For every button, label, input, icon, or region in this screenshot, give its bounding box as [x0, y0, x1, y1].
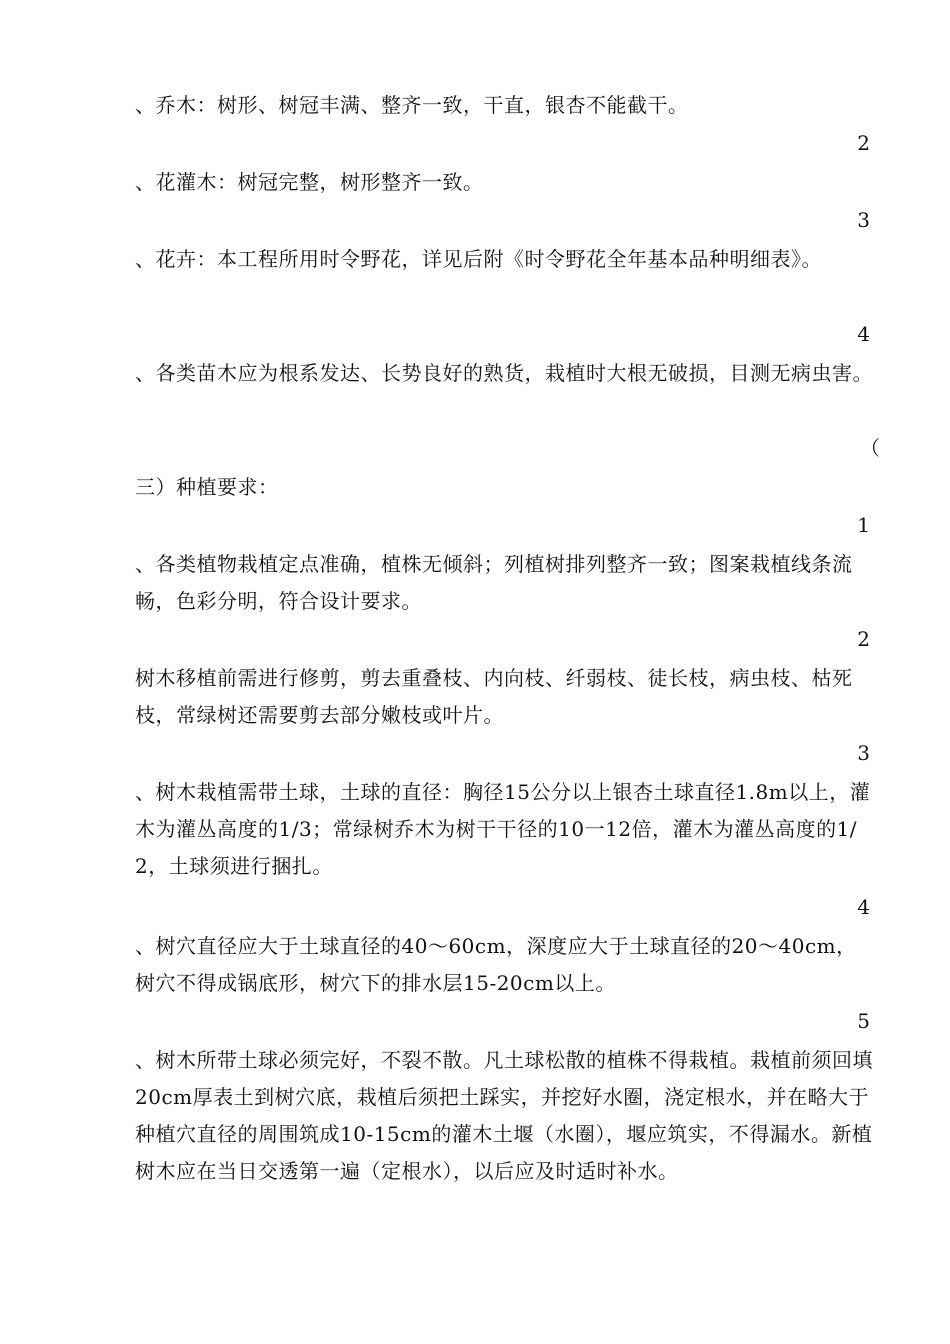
paragraph-pruning: 树木移植前需进行修剪，剪去重叠枝、内向枝、纤弱枝、徒长枝，病虫枝、枯死枝，常绿树还需要剪去部分嫩枝或叶片。	[135, 666, 853, 727]
paragraph-planting-position: 、各类植物栽植定点准确，植株无倾斜；列植树排列整齐一致；图案栽植线条流畅，色彩分明，符合设计要求。	[135, 552, 853, 613]
section-open-paren: （	[860, 436, 880, 460]
paragraph-tree-pit: 、树穴直径应大于土球直径的40～60cm，深度应大于土球直径的20～40cm，树穴不得成锅底形，树穴下的排水层15-20cm以上。	[135, 934, 857, 995]
paragraph-arbor: 、乔木：树形、树冠丰满、整齐一致，干直，银杏不能截干。	[135, 93, 689, 117]
paragraph-shrub: 、花灌木：树冠完整，树形整齐一致。	[135, 170, 484, 194]
section-heading-planting-requirements: 三）种植要求：	[135, 475, 279, 499]
paragraph-seedlings: 、各类苗木应为根系发达、长势良好的熟货，栽植时大根无破损，目测无病虫害。	[135, 361, 873, 385]
item-number-3: 3	[857, 208, 870, 232]
item-number-1: 1	[857, 513, 870, 537]
paragraph-soil-ball-integrity: 、树木所带土球必须完好，不裂不散。凡土球松散的植株不得栽植。栽植前须回填20cm厚表土到树穴底，栽植后须把土踩实，并挖好水圈，浇定根水，并在略大于种植穴直径的周围筑成10-15cm的灌木土堰（水圈），堰应筑实，不得漏水。新植树木应在当日交透第一遍（定根水），以后应及时适时补水。	[135, 1048, 873, 1183]
item-number-2b: 2	[857, 627, 870, 651]
paragraph-flowers: 、花卉：本工程所用时令野花，详见后附《时令野花全年基本品种明细表》。	[135, 247, 822, 271]
item-number-4b: 4	[857, 895, 870, 919]
item-number-4: 4	[857, 322, 870, 346]
item-number-3b: 3	[857, 741, 870, 765]
item-number-2: 2	[857, 131, 870, 155]
paragraph-soil-ball: 、树木栽植需带土球，土球的直径：胸径15公分以上银杏土球直径1.8m以上，灌木为灌丛高度的1/3；常绿树乔木为树干干径的10一12倍，灌木为灌丛高度的1/2，土球须进行捆扎。	[135, 780, 871, 878]
item-number-5b: 5	[857, 1009, 870, 1033]
